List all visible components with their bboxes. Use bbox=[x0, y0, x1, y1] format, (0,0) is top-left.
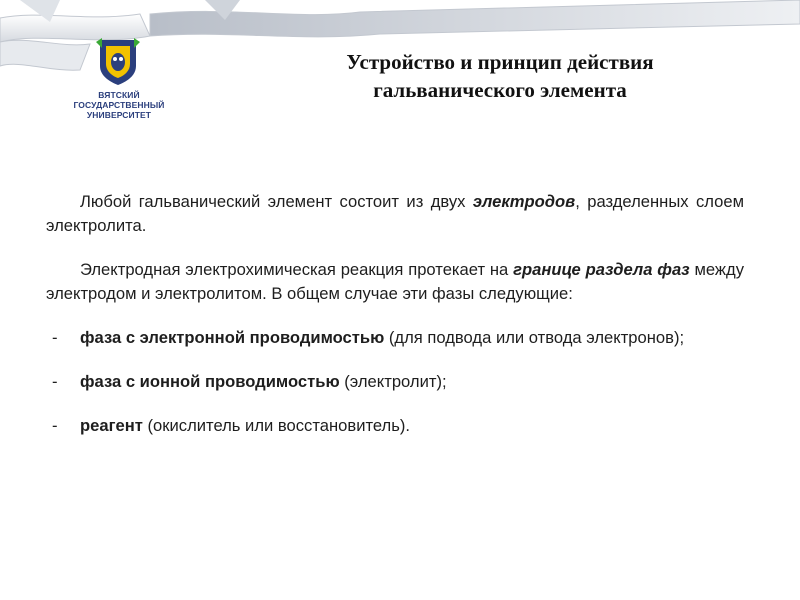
university-name-line: УНИВЕРСИТЕТ bbox=[86, 110, 152, 120]
list-item-text: (электролит); bbox=[339, 372, 447, 391]
paragraph-text: между электродом и электролитом. В общем случае эти фазы следующие: bbox=[46, 260, 744, 303]
bullet-dash: - bbox=[52, 328, 58, 347]
emphasized-term: электродов bbox=[472, 192, 576, 211]
list-item-text: (окислитель или восстановитель). bbox=[142, 416, 411, 435]
slide-content bbox=[46, 190, 744, 458]
slide-title bbox=[270, 48, 730, 104]
list-item bbox=[46, 370, 744, 394]
university-name-line: ВЯТСКИЙ bbox=[98, 90, 140, 100]
list-item bbox=[46, 414, 744, 438]
paragraph-text: , разделенных слоем электролита. bbox=[46, 192, 745, 235]
list-item-term: фаза с ионной проводимостью bbox=[80, 372, 340, 391]
list-item-text: (для подвода или отвода электронов); bbox=[384, 328, 685, 347]
university-name bbox=[64, 90, 174, 120]
list-item-term: реагент bbox=[80, 416, 143, 435]
owl-crest-icon bbox=[92, 36, 144, 86]
paragraph-text: Любой гальванический элемент состоит из двух bbox=[80, 192, 473, 211]
paragraph bbox=[46, 258, 744, 306]
paragraph-text: Электродная электрохимическая реакция протекает на bbox=[80, 260, 514, 279]
slide-title-line: Устройство и принцип действия bbox=[346, 50, 654, 74]
emphasized-term: границе раздела фаз bbox=[513, 260, 690, 279]
bullet-dash: - bbox=[52, 416, 58, 435]
university-name-line: ГОСУДАРСТВЕННЫЙ bbox=[73, 100, 165, 110]
bullet-dash: - bbox=[52, 372, 58, 391]
slide-title-line: гальванического элемента bbox=[373, 78, 627, 102]
list-item-term: фаза с электронной проводимостью bbox=[80, 328, 385, 347]
list-item bbox=[46, 326, 744, 350]
paragraph bbox=[46, 190, 744, 238]
phase-list bbox=[46, 326, 744, 438]
